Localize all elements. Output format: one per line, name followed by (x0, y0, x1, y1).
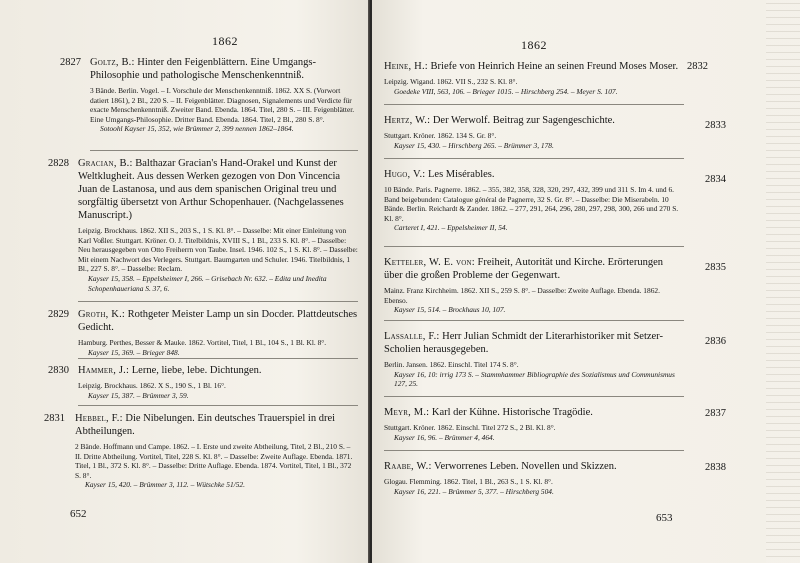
entry-references: Kayser 15, 387. – Brümmer 3, 59. (88, 390, 189, 400)
entry-details: 10 Bände. Paris. Pagnerre. 1862. – 355, 382, 358, 328, 320, 297, 432, 399 und 311 S. Im 4. und 6. Band beigebunden: Catalogue général de Pagnerre, 32 S. Gr. 8°. – Dasselbe: Die Miserabeln. 10 Bände. Berlin. Reichardt & Zander. 1862. – 277, 291, 264, 296, 280, 297, 298, 300, 266 und 270 S. Kl. 8°. (384, 185, 679, 223)
divider (78, 358, 358, 359)
entry-title: Balthazar Gracian's Hand-Orakel und Kunst der Weltklugheit. Aus dessen Werken gezogen von Don Vincencia Juan de Lastanosa, und aus dem spanischen Original treu und sorgfältig übersetzt von Arthur Schopenhauer. (Nachgelassenes Manuscript.) (78, 158, 344, 221)
entry-title: Karl der Kühne. Historische Tragödie. (431, 407, 593, 418)
entry-title: Die Nibelungen. Ein deutsches Trauerspiel in drei Abtheilungen. (75, 413, 336, 437)
divider (384, 158, 684, 159)
divider (90, 150, 358, 151)
entry-number: 2828 (48, 158, 69, 169)
entry-details: 3 Bände. Berlin. Vogel. – I. Vorschule der Menschenkenntniß. 1862. XX S. (Vorwort datiert 1861), 2 Bl., 220 S. – II. Feigenblätter. Diagnosen, Signalements und Verdicte für exacte Menschenkenntniß. Zweiter Band. Ebenda. 1864. Titel, 280 S. – III. Feigenblätter. Eine Umgangs-Philosophie. Dritter Band. Ebenda. 1864. Titel, 2 Bl., 280 S. 8°. (90, 86, 355, 124)
entry-heading (384, 168, 684, 181)
entry-number: 2833 (705, 120, 726, 131)
entry-2836 (384, 330, 736, 389)
entry-references: Carteret I, 421. – Eppelsheimer II, 54. (394, 223, 508, 233)
entry-details: Glogau. Flemming. 1862. Titel, 1 Bl., 263 S., 1 S. Kl. 8°. (384, 477, 553, 486)
entry-title: Lerne, liebe, lebe. Dichtungen. (131, 365, 262, 376)
entry-references: Sotoohl Kayser 15, 352, wie Brümmer 2, 399 nennen 1862–1864. (100, 124, 294, 134)
divider (384, 246, 684, 247)
entry-author: Hebbel, F.: (75, 413, 123, 424)
entry-author: Groth, K.: (78, 309, 126, 320)
divider (78, 301, 358, 302)
entry-references: Kayser 15, 358. – Eppelsheimer I, 266. – Grisebach Nr. 632. – Edita und Inedita Schopenhaueriana S. 37, 6. (88, 273, 327, 293)
entry-details: Stuttgart. Kröner. 1862. Einschl. Titel 272 S., 2 Bl. Kl. 8°. (384, 423, 556, 432)
entry-title: Der Werwolf. Beitrag zur Sagengeschichte. (432, 115, 615, 126)
entry-heading (90, 56, 358, 82)
entry-2835 (384, 256, 736, 315)
entry-title: Hinter den Feigenblättern. Eine Umgangs-Philosophie und pathologische Menschenkenntniß. (90, 57, 316, 81)
entry-number: 2837 (705, 408, 726, 419)
entry-number: 2832 (687, 61, 708, 72)
entry-title: Rothgeter Meister Lamp un sin Docder. Plattdeutsches Gedicht. (78, 309, 358, 333)
entry-number: 2830 (48, 365, 69, 376)
divider (384, 320, 684, 321)
entry-author: Ketteler, W. E. von: (384, 257, 475, 268)
entry-details: Leipzig. Brockhaus. 1862. X S., 190 S., 1 Bl. 16°. (78, 381, 226, 390)
entry-heading (384, 330, 684, 356)
entry-2828 (0, 157, 370, 293)
entry-details: Stuttgart. Kröner. 1862. 134 S. Gr. 8°. (384, 131, 497, 140)
entry-references: Kayser 15, 369. – Brieger 848. (88, 347, 180, 357)
entry-author: Meyr, M.: (384, 407, 430, 418)
entry-details: Berlin. Jansen. 1862. Einschl. Titel 174 S. 8°. (384, 360, 519, 369)
entry-details: 2 Bände. Hoffmann und Campe. 1862. – I. Erste und zweite Abtheilung, Titel, 2 Bl., 210 S. – II. Dritte Abtheilung. Vortitel, Titel, 228 S. Kl. 8°. – Dasselbe: Zweite Auflage. Ebenda. 1871. Titel, 1 Bl., 372 S. Kl. 8°. – Dasselbe: Dritte Auflage. Ebenda. 1874. Vortitel, Titel, 1 Bl., 372 S. 8°. (75, 442, 353, 480)
divider (384, 104, 684, 105)
entry-number: 2835 (705, 262, 726, 273)
entry-2832 (384, 60, 736, 96)
page-number: 652 (70, 508, 87, 520)
entry-author: Heine, H.: (384, 61, 428, 72)
entry-title: Les Misérables. (428, 169, 495, 180)
entry-2838 (384, 460, 736, 496)
entry-number: 2831 (44, 413, 65, 424)
divider (78, 405, 358, 406)
entry-number: 2836 (705, 336, 726, 347)
entry-details: Hamburg. Perthes, Besser & Mauke. 1862. Vortitel, Titel, 1 Bl., 104 S., 1 Bl. Kl. 8°. (78, 338, 327, 347)
entry-author: Hertz, W.: (384, 115, 431, 126)
entry-2833 (384, 114, 736, 150)
entry-heading (384, 60, 684, 73)
entry-title: Verworrenes Leben. Novellen und Skizzen. (434, 461, 617, 472)
entry-references: Kayser 16, 10: irrig 173 S. – Stammhammer Bibliographie des Sozialismus und Communismus 127, 25. (394, 369, 675, 389)
entry-heading (384, 406, 684, 419)
entry-heading (384, 256, 684, 282)
entry-2829 (0, 308, 370, 357)
entry-heading (75, 412, 358, 438)
divider (384, 396, 684, 397)
entry-author: Hugo, V.: (384, 169, 426, 180)
entry-author: Raabe, W.: (384, 461, 432, 472)
entry-author: Goltz, B.: (90, 57, 135, 68)
entry-references: Kayser 15, 430. – Hirschberg 265. – Brümmer 3, 178. (394, 140, 554, 150)
page-header-year: 1862 (521, 38, 547, 52)
entry-number: 2827 (60, 57, 81, 68)
entry-heading (384, 460, 684, 473)
entry-references: Kayser 15, 514. – Brockhaus 10, 107. (394, 305, 506, 315)
page-number: 653 (656, 512, 673, 524)
left-page (0, 0, 370, 563)
entry-2827 (0, 56, 370, 134)
entry-number: 2834 (705, 174, 726, 185)
entry-heading (78, 308, 358, 334)
entry-title: Briefe von Heinrich Heine an seinen Freund Moses Moser. (430, 61, 679, 72)
entry-details: Leipzig. Brockhaus. 1862. XII S., 203 S., 1 S. Kl. 8°. – Dasselbe: Mit einer Einleitung von Karl Voßler. Stuttgart. Kröner. O. J. Titelbildnis, XVIII S., 1 Bl., 233 S. Kl. 8°. – Dasselbe: Neu herausgegeben von Otto Freiherrn von Taube. Insel. 1946. 102 S., 1 S. Kl. 8°. – Dasselbe: Mit einem Nachwort des Verlegers. Stuttgart. Baumgarten und Schuler. 1946. Titelbildnis, 1 Bl., 227 S. 8°. – Dasselbe: Reclam. (78, 226, 358, 274)
entry-2837 (384, 406, 736, 442)
entry-2831 (0, 412, 370, 490)
entry-heading (78, 364, 358, 377)
entry-references: Kayser 16, 221. – Brümmer 5, 377. – Hirschberg 504. (394, 486, 554, 496)
entry-2834 (384, 168, 736, 233)
entry-title: Freiheit, Autorität und Kirche. Erörterungen über die großen Probleme der Gegenwart. (384, 257, 663, 281)
entry-title: Herr Julian Schmidt der Literarhistoriker mit Setzer-Scholien herausgegeben. (384, 331, 663, 355)
entry-2830 (0, 364, 370, 400)
divider (384, 450, 684, 451)
entry-author: Gracian, B.: (78, 158, 133, 169)
entry-author: Lassalle, F.: (384, 331, 440, 342)
entry-references: Kayser 16, 96. – Brümmer 4, 464. (394, 432, 495, 442)
entry-number: 2838 (705, 462, 726, 473)
entry-number: 2829 (48, 309, 69, 320)
entry-heading (384, 114, 684, 127)
entry-heading (78, 157, 358, 222)
entry-details: Mainz. Franz Kirchheim. 1862. XII S., 259 S. 8°. – Dasselbe: Zweite Auflage. Ebenda. 1862. Ebenso. (384, 286, 660, 305)
page-edge (766, 0, 800, 563)
page-header-year: 1862 (212, 34, 238, 48)
entry-references: Kayser 15, 420. – Brümmer 3, 112. – Wütschke 51/52. (85, 480, 245, 490)
entry-author: Hammer, J.: (78, 365, 130, 376)
entry-details: Leipzig. Wigand. 1862. VII S., 232 S. Kl. 8°. (384, 77, 518, 86)
right-page (372, 0, 800, 563)
entry-references: Goedeke VIII, 563, 106. – Brieger 1015. – Hirschberg 254. – Meyer S. 107. (394, 86, 618, 96)
